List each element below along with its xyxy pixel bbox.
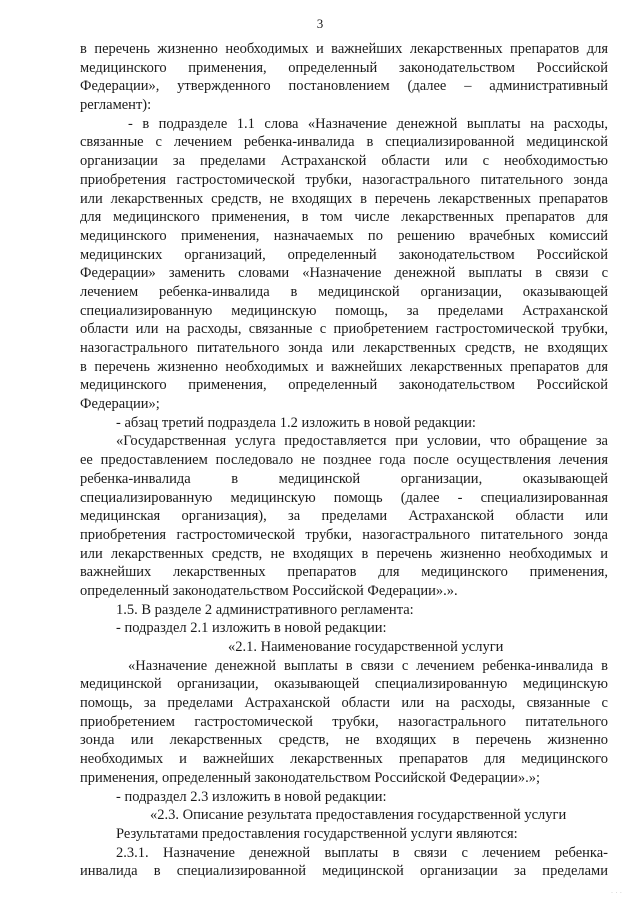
text-line: - подраздел 2.1 изложить в новой редакции: bbox=[116, 620, 387, 637]
text-line: или лекарственных средств, не входящих в перечень лекарственных препаратов bbox=[80, 190, 608, 207]
text-line: приобретения гастростомической трубки, назогастрального питательного зонда bbox=[80, 526, 608, 543]
text-line: Результатами предоставления государственной услуги являются: bbox=[116, 825, 518, 842]
text-line: Федерации», утвержденного постановлением (далее – административный bbox=[80, 78, 608, 95]
text-line: медицинской организации, оказывающей специализированную медицинскую bbox=[80, 676, 608, 693]
scan-artifact: · · · bbox=[610, 889, 622, 897]
text-line: помощь, за пределами Астраханской области или на расходы, связанные с bbox=[80, 695, 608, 712]
text-line: лечением ребенка-инвалида в медицинской организации, оказывающей bbox=[80, 283, 608, 300]
text-line: специализированную медицинскую помощь, за пределами Астраханской bbox=[80, 302, 608, 319]
page-number: 3 bbox=[316, 16, 324, 31]
text-line: - абзац третий подраздела 1.2 изложить в новой редакции: bbox=[116, 414, 476, 431]
text-line: определенный законодательством Российской Федерации».». bbox=[80, 582, 458, 599]
text-line: медицинских организаций, определенный законодательством Российской bbox=[80, 246, 608, 263]
text-line: Федерации»; bbox=[80, 396, 160, 413]
text-line: - подраздел 2.3 изложить в новой редакции: bbox=[116, 788, 387, 805]
text-line: 1.5. В разделе 2 административного регламента: bbox=[116, 601, 414, 618]
text-line: области или на расходы, связанные с приобретением гастростомической трубки, bbox=[80, 321, 608, 338]
text-line: необходимых и важнейших лекарственных препаратов для медицинского bbox=[80, 751, 608, 768]
text-line: инвалида в специализированной медицинской организации за пределами bbox=[80, 863, 608, 880]
text-line: применения, определенный законодательством Российской Федерации».»; bbox=[80, 769, 541, 786]
text-line: в перечень жизненно необходимых и важнейших лекарственных препаратов для bbox=[80, 41, 608, 57]
text-line: приобретения гастростомической трубки, назогастрального питательного зонда bbox=[80, 171, 608, 188]
text-line: «Государственная услуга предоставляется при условии, что обращение за bbox=[116, 433, 608, 450]
text-line: «2.3. Описание результата предоставления государственной услуги bbox=[150, 807, 567, 824]
text-line: зонда или лекарственных средств, не входящих в перечень жизненно bbox=[80, 732, 608, 749]
text-line: специализированную медицинскую помощь (далее - специализированная bbox=[80, 489, 608, 506]
document-body bbox=[80, 40, 608, 881]
text-line: ребенка-инвалида в медицинской организации, оказывающей bbox=[80, 470, 608, 487]
text-line: приобретением гастростомической трубки, назогастрального питательного bbox=[80, 713, 608, 730]
text-line: связанные с лечением ребенка-инвалида в специализированной медицинской bbox=[80, 134, 608, 151]
text-line: регламент): bbox=[80, 97, 152, 114]
text-line: Федерации» заменить словами «Назначение денежной выплаты в связи с bbox=[80, 265, 608, 282]
text-line: важнейших лекарственных препаратов для медицинского применения, bbox=[80, 564, 608, 581]
text-line: в перечень жизненно необходимых и важнейших лекарственных препаратов для bbox=[80, 358, 608, 375]
text-line: «Назначение денежной выплаты в связи с лечением ребенка-инвалида в bbox=[128, 657, 608, 674]
text-line: для медицинского применения, в том числе лекарственных препаратов для bbox=[80, 209, 608, 226]
text-line: - в подразделе 1.1 слова «Назначение денежной выплаты на расходы, bbox=[128, 115, 608, 132]
text-line: ее предоставлением последовало не позднее года после осуществления лечения bbox=[80, 452, 608, 469]
text-line: медицинского применения, определенный законодательством Российской bbox=[80, 377, 608, 394]
text-line: медицинского применения, назначаемых по решению врачебных комиссий bbox=[80, 227, 608, 244]
text-line: или лекарственных средств, не входящих в перечень жизненно необходимых и bbox=[80, 545, 608, 562]
text-line: организации за пределами Астраханской области или с необходимостью bbox=[80, 153, 608, 170]
text-line: назогастрального питательного зонда или лекарственных средств, не входящих bbox=[80, 340, 608, 356]
text-line: «2.1. Наименование государственной услуги bbox=[228, 639, 504, 655]
text-line: медицинская организация), за пределами Астраханской области или bbox=[80, 508, 608, 525]
text-line: 2.3.1. Назначение денежной выплаты в связи с лечением ребенка- bbox=[116, 844, 608, 861]
text-line: медицинского применения, определенный законодательством Российской bbox=[80, 59, 608, 76]
